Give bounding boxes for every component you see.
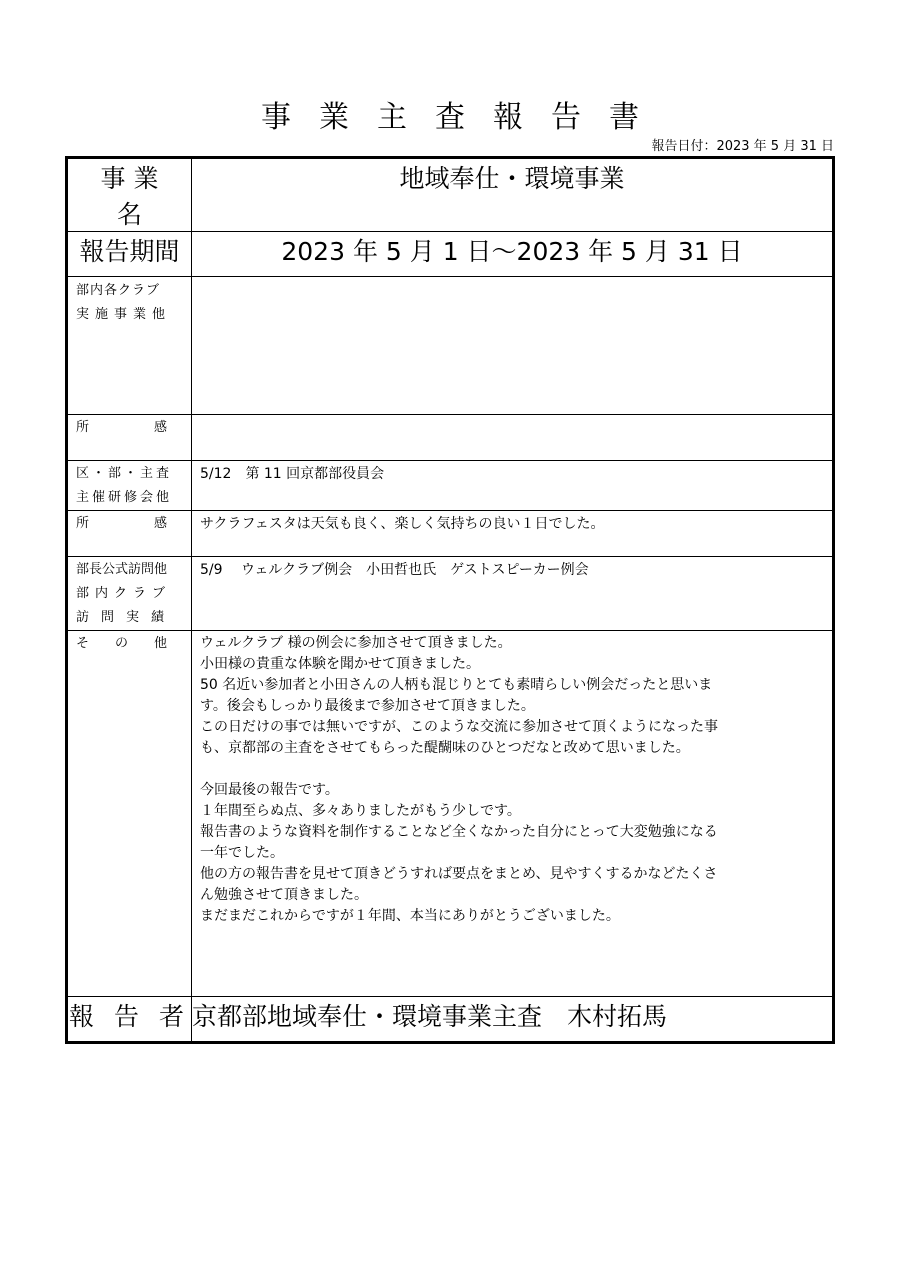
impression1-label-text: 所 感 [76,420,168,435]
impression1-value [192,415,834,461]
reporter-label: 報 告 者 [67,997,192,1043]
impression2-row [67,511,834,557]
district-events-text: 5/12 第 11 回京都部役員会 [200,466,385,482]
project-label-text: 事 業 名 [100,164,159,229]
other-line: も、京都部の主査をさせてもらった醍醐味のひとつだなと改めて思いました。 [200,740,690,756]
other-line: 50 名近い参加者と小田さんの人柄も混じりとても素晴らしい例会だったと思いま [200,677,713,693]
document-title: 事業主査報告書 [261,100,667,135]
impression2-label [67,511,192,557]
project-value: 地域奉仕・環境事業 [192,158,834,232]
club-events-text [192,277,832,283]
other-line: １年間至らぬ点、多々ありましたがもう少しです。 [200,803,521,819]
district-events-row [67,461,834,511]
report-date: 報告日付：2023 年 5 月 31 日 [651,139,834,154]
reporter-row [67,997,834,1043]
report-table [65,156,835,1044]
other-line: ん勉強させて頂きました。 [200,887,368,903]
other-line: ウェルクラブ 様の例会に参加させて頂きました。 [200,635,512,651]
reporter-value: 京都部地域奉仕・環境事業主査 木村拓馬 [192,997,834,1043]
impression1-row [67,415,834,461]
visits-text: 5/9 ウェルクラブ例会 小田哲也氏 ゲストスピーカー例会 [200,562,589,578]
other-line: 一年でした。 [200,845,284,861]
district-events-label-line2: 主催研修会他 [76,490,173,505]
club-events-label-line1: 部内各クラブ [76,283,161,298]
project-label [67,158,192,232]
period-label: 報告期間 [67,232,192,277]
club-events-value [192,277,834,415]
visits-label-line1: 部長公式訪問他 [76,562,168,577]
visits-label [67,557,192,631]
other-line: まだまだこれからですが１年間、本当にありがとうございました。 [200,908,620,924]
visits-label-line2: 部内クラブ [76,586,172,601]
district-events-label [67,461,192,511]
other-value [192,631,834,997]
other-line: 小田様の貴重な体験を聞かせて頂きました。 [200,656,480,672]
other-line [200,759,824,780]
project-row [67,158,834,232]
visits-label-line3: 訪問実績 [76,610,177,625]
other-line: 今回最後の報告です。 [200,782,339,798]
impression1-text [192,415,832,421]
other-line: す。後会もしっかり最後まで参加させて頂きました。 [200,698,535,714]
other-line: この日だけの事では無いですが、このような交流に参加させて頂くようになった事 [200,719,718,735]
club-events-row [67,277,834,415]
district-events-label-line1: 区・部・主査 [76,466,173,481]
visits-value [192,557,834,631]
visits-row [67,557,834,631]
other-line: 報告書のような資料を制作することなど全くなかった自分にとって大変勉強になる [200,824,718,840]
other-label [67,631,192,997]
other-row [67,631,834,997]
impression2-text: サクラフェスタは天気も良く、楽しく気持ちの良い１日でした。 [200,516,605,532]
impression1-label [67,415,192,461]
impression2-value [192,511,834,557]
other-text [192,631,832,930]
club-events-label [67,277,192,415]
period-value: 2023 年 5 月 1 日～2023 年 5 月 31 日 [192,232,834,277]
other-line: 他の方の報告書を見せて頂きどうすれば要点をまとめ、見やすくするかなどたくさ [200,866,718,882]
district-events-value [192,461,834,511]
impression2-label-text: 所 感 [76,516,168,531]
club-events-label-line2: 実施事業他 [76,307,172,322]
other-label-text: そ の 他 [76,636,168,651]
period-row [67,232,834,277]
